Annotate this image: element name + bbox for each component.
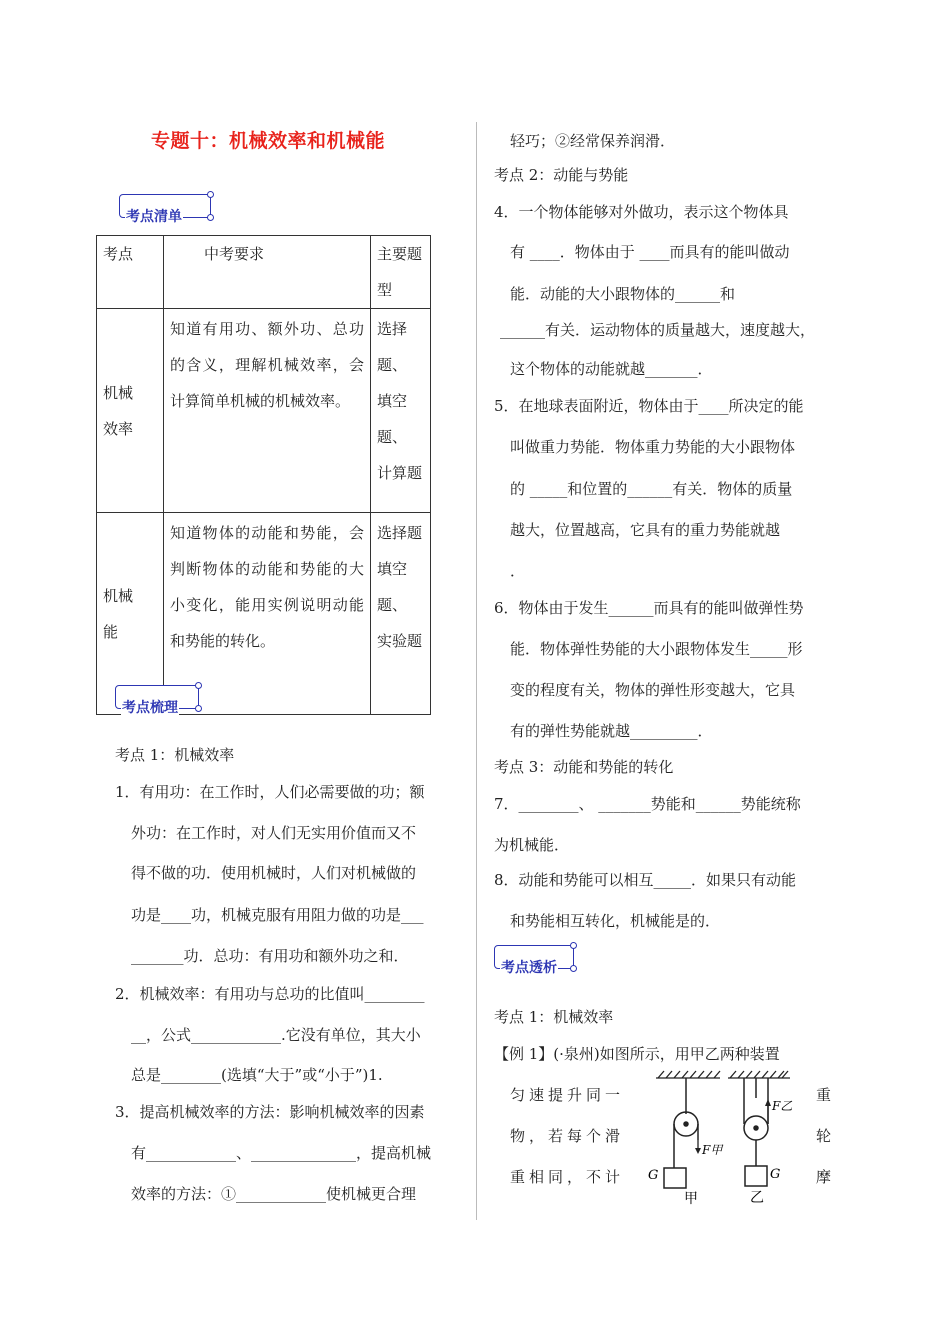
left-text-line: __，公式____________.它没有单位，其大小	[131, 1026, 421, 1044]
right-text-line: 轻巧；②经常保养润滑．	[510, 132, 676, 150]
left-text-line: _______功．总功：有用功和额外功之和．	[131, 947, 409, 965]
force-label-left: F甲	[702, 1143, 723, 1157]
weight-label-right: G	[770, 1167, 781, 1182]
table-row	[97, 309, 431, 513]
type-line: 选择题	[377, 524, 423, 542]
right-text-line: 变的程度有关，物体的弹性形变越大，它具	[510, 681, 796, 699]
column-divider	[476, 122, 477, 1220]
right-text-line: 为机械能．	[494, 836, 570, 854]
requirement-cell: 知道物体的动能和势能，会判断物体的动能和势能的大小变化，能用实例说明动能和势能的转化。	[164, 513, 371, 715]
right-text-line: 考点 1：机械效率	[494, 1008, 614, 1026]
type-line: 实验题	[377, 632, 423, 650]
weight-label-left: G	[648, 1168, 659, 1183]
left-text-line: 有____________、______________，提高机械	[131, 1144, 432, 1162]
types-cell	[371, 309, 431, 513]
left-text-line: 得不做的功．使用机械时，人们对机械做的	[131, 864, 417, 882]
banner-checklist	[119, 194, 211, 225]
left-text-line: 效率的方法：①____________使机械更合理	[131, 1185, 417, 1203]
topic-line: 能	[103, 622, 119, 641]
header-requirement: 中考要求	[164, 236, 371, 309]
left-text-line: 外功：在工作时，对人们无实用价值而又不	[131, 824, 417, 842]
example-side-text: 轮	[816, 1127, 832, 1145]
header-topic: 考点	[97, 236, 164, 309]
example-side-text: 重相同，不计	[510, 1168, 625, 1186]
header-types: 主要题型	[371, 236, 431, 309]
fixed-pulley	[664, 1078, 698, 1188]
example-side-text: 物，若每个滑	[510, 1127, 625, 1145]
topic-line: 效率	[103, 419, 134, 438]
right-text-line: ______有关．运动物体的质量越大，速度越大，	[500, 321, 816, 339]
force-arrow-left	[695, 1140, 701, 1154]
pulley-figure	[640, 1066, 800, 1206]
left-text-line: 总是________(选填“大于”或“小于”)1.	[131, 1066, 383, 1084]
topic-line: 机械	[103, 383, 134, 402]
topic-line: 机械	[103, 586, 134, 605]
topic-cell	[97, 309, 164, 513]
figure-label-right: 乙	[750, 1190, 764, 1206]
right-text-line: 7．________、 _______势能和______势能统称	[494, 795, 801, 813]
movable-pulley	[744, 1078, 768, 1186]
right-text-line: 4．一个物体能够对外做功，表示这个物体具	[494, 203, 789, 221]
types-cell	[371, 513, 431, 715]
banner-checklist-label: 考点清单	[125, 206, 183, 226]
right-text-line: 这个物体的动能就越_______．	[510, 360, 713, 378]
ceiling-hatch	[656, 1071, 790, 1078]
type-line: 计算题	[377, 464, 423, 482]
right-text-line: 的 _____和位置的______有关．物体的质量	[510, 480, 793, 498]
banner-dot	[195, 682, 202, 689]
example-side-text: 摩	[816, 1168, 832, 1186]
banner-dot	[570, 942, 577, 949]
right-text-line: 【例 1】(·泉州)如图所示，用甲乙两种装置	[494, 1045, 780, 1063]
banner-dot	[570, 965, 577, 972]
right-text-line: 和势能相互转化，机械能是的．	[510, 912, 721, 930]
figure-label-left: 甲	[684, 1191, 698, 1206]
right-text-line: 能．物体弹性势能的大小跟物体发生_____形	[510, 640, 803, 658]
right-text-line: 越大，位置越高，它具有的重力势能就越	[510, 521, 781, 539]
right-text-line: 6．物体由于发生______而具有的能叫做弹性势	[494, 599, 804, 617]
requirements-table	[96, 235, 431, 715]
right-text-line: 叫做重力势能．物体重力势能的大小跟物体	[510, 438, 796, 456]
type-line: 填空题、	[377, 392, 408, 446]
right-text-line: 5．在地球表面附近，物体由于____所决定的能	[494, 397, 804, 415]
requirement-cell: 知道有用功、额外功、总功的含义，理解机械效率，会计算简单机械的机械效率。	[164, 309, 371, 513]
left-text-line: 2．机械效率：有用功与总功的比值叫________	[115, 985, 425, 1003]
banner-dot	[207, 191, 214, 198]
right-text-line: 考点 3：动能和势能的转化	[494, 758, 674, 776]
banner-dot	[195, 705, 202, 712]
right-text-line: 考点 2：动能与势能	[494, 166, 629, 184]
table-header-row	[97, 236, 431, 309]
right-text-line: 有的弹性势能就越_________．	[510, 722, 713, 740]
right-text-line: 8．动能和势能可以相互_____．如果只有动能	[494, 871, 797, 889]
left-text-line: 功是____功，机械克服有用阻力做的功是___	[131, 906, 424, 924]
right-text-line: ．	[510, 562, 526, 580]
page-title: 专题十：机械效率和机械能	[151, 130, 386, 152]
left-text-line: 3．提高机械效率的方法：影响机械效率的因素	[115, 1103, 425, 1121]
left-text-line: 1．有用功：在工作时，人们必需要做的功；额	[115, 783, 425, 801]
banner-dot	[207, 214, 214, 221]
example-side-text: 重	[816, 1086, 832, 1104]
left-text-line: 考点 1：机械效率	[115, 746, 235, 764]
force-label-right: F乙	[772, 1099, 793, 1113]
banner-review-label: 考点梳理	[121, 697, 179, 717]
banner-review	[115, 685, 199, 716]
type-line: 选择题、	[377, 320, 408, 374]
banner-analysis-label: 考点透析	[500, 957, 558, 977]
example-side-text: 匀速提升同一	[510, 1086, 625, 1104]
right-text-line: 能．动能的大小跟物体的______和	[510, 285, 736, 303]
right-text-line: 有 ____．物体由于 ____而具有的能叫做动	[510, 243, 790, 261]
banner-analysis	[494, 945, 574, 976]
type-line: 填空题、	[377, 560, 408, 614]
